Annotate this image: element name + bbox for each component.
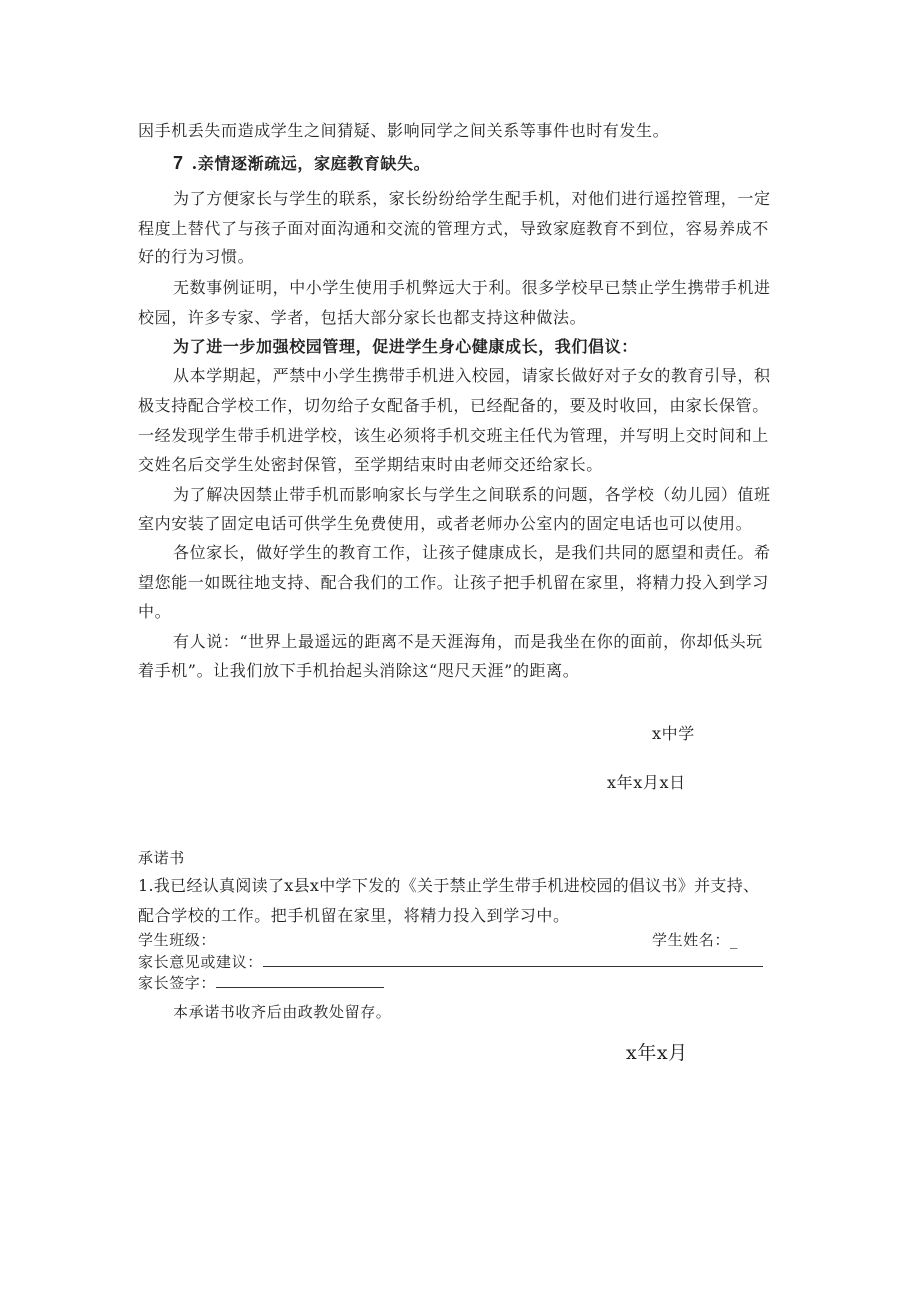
paragraph-line: 交姓名后交学生处密封保管，至学期结束时由老师交还给家长。 xyxy=(138,455,603,474)
parent-sign-label: 家长签字： xyxy=(138,974,217,992)
paragraph-line: 因手机丢失而造成学生之间猜疑、影响同学之间关系等事件也时有发生。 xyxy=(138,121,670,140)
student-name-label: 学生姓名：_ xyxy=(652,931,739,949)
item-text: .亲情逐渐疏远，家庭教育缺失。 xyxy=(191,154,431,173)
parent-opinion-row xyxy=(138,952,763,972)
paragraph-line: 程度上替代了与孩子面对面沟通和交流的管理方式，导致家庭教育不到位，容易养成不 xyxy=(138,219,769,238)
item-number: 7 xyxy=(173,153,184,173)
parent-sign-field[interactable] xyxy=(216,973,384,988)
paragraph-line: 好的行为习惯。 xyxy=(138,247,255,266)
paragraph-line: 着手机”。让我们放下手机抬起头消除这“咫尺天涯”的距离。 xyxy=(138,661,580,680)
signature-org: x中学 xyxy=(652,724,695,743)
student-class-label: 学生班级： xyxy=(138,931,217,949)
pledge-item-line: 配合学校的工作。把手机留在家里，将精力投入到学习中。 xyxy=(138,906,570,925)
paragraph-line: 室内安装了固定电话可供学生免费使用，或者老师办公室内的固定电话也可以使用。 xyxy=(138,514,753,533)
paragraph-line: 为了解决因禁止带手机而影响家长与学生之间联系的问题，各学校（幼儿园）值班 xyxy=(173,485,771,504)
pledge-date: x年x月 xyxy=(626,1042,688,1064)
parent-opinion-field[interactable] xyxy=(263,952,763,967)
pledge-item-line: 1.我已经认真阅读了x县x中学下发的《关于禁止学生带手机进校园的倡议书》并支持、 xyxy=(138,876,760,895)
proposal-heading: 为了进一步加强校园管理，促进学生身心健康成长，我们倡议： xyxy=(173,337,638,356)
paragraph-line: 中。 xyxy=(138,602,172,621)
parent-sign-row xyxy=(138,973,384,993)
paragraph-line: 校园，许多专家、学者，包括大部分家长也都支持这种做法。 xyxy=(138,308,587,327)
paragraph-line: 有人说：“世界上最遥远的距离不是天涯海角，而是我坐在你的面前，你却低头玩 xyxy=(173,632,763,651)
item-7-heading xyxy=(173,153,430,174)
paragraph-line: 各位家长，做好学生的教育工作，让孩子健康成长，是我们共同的愿望和责任。希 xyxy=(173,543,771,562)
paragraph-line: 一经发现学生带手机进学校，该生必须将手机交班主任代为管理，并写明上交时间和上 xyxy=(138,426,769,445)
paragraph-line: 为了方便家长与学生的联系，家长纷纷给学生配手机，对他们进行遥控管理，一定 xyxy=(173,189,771,208)
parent-opinion-label: 家长意见或建议： xyxy=(138,953,263,971)
pledge-note: 本承诺书收齐后由政教处留存。 xyxy=(173,1003,392,1021)
signature-date: x年x月x日 xyxy=(607,773,686,792)
paragraph-line: 从本学期起，严禁中小学生携带手机进入校园，请家长做好对子女的教育引导，积 xyxy=(173,366,771,385)
pledge-title: 承诺书 xyxy=(138,849,185,867)
paragraph-line: 望您能一如既往地支持、配合我们的工作。让孩子把手机留在家里，将精力投入到学习 xyxy=(138,573,769,592)
paragraph-line: 极支持配合学校工作，切勿给子女配备手机，已经配备的，要及时收回，由家长保管。 xyxy=(138,396,769,415)
paragraph-line: 无数事例证明，中小学生使用手机弊远大于利。很多学校早已禁止学生携带手机进 xyxy=(173,278,771,297)
